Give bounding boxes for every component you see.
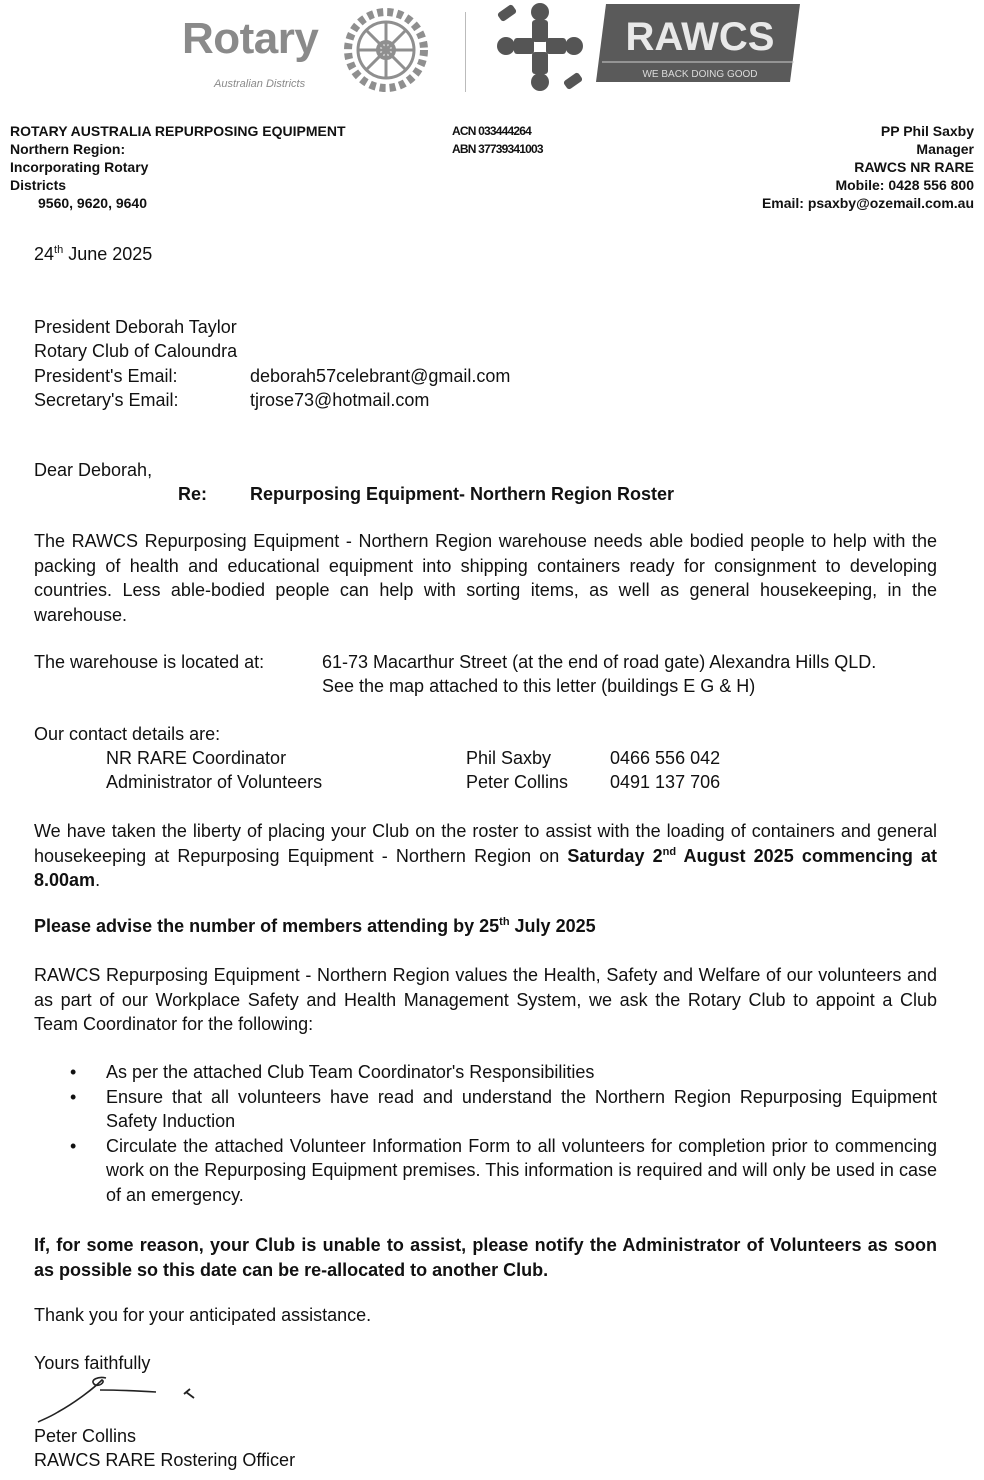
org-line: 9560, 9620, 9640 xyxy=(38,195,147,211)
location-map-note: See the map attached to this letter (buildings E G & H) xyxy=(322,676,756,696)
secretary-email: tjrose73@hotmail.com xyxy=(250,390,430,410)
contact-name: Phil Saxby xyxy=(466,748,552,768)
re-subject: Repurposing Equipment- Northern Region Roster xyxy=(250,484,675,504)
org-line: Northern Region: xyxy=(10,141,126,157)
roster-date: Saturday 2nd August 2025 commencing at 8.00am xyxy=(34,845,938,890)
company-numbers xyxy=(452,122,543,158)
whs-paragraph: RAWCS Repurposing Equipment - Northern Region values the Health, Safety and Welfare of our volunteers and as part of our Workplace Safety and Health Management System, we ask the Rotary Club to appoint a Club Team Coordinator for the following: xyxy=(34,965,937,1034)
rawcs-emblem-icon xyxy=(490,0,590,94)
org-line: Incorporating Rotary xyxy=(10,159,149,175)
org-line: ROTARY AUSTRALIA REPURPOSING EQUIPMENT xyxy=(10,123,346,139)
contact-line: Manager xyxy=(916,141,974,157)
rotary-wordmark: Rotary xyxy=(182,14,319,63)
closing: Yours faithfully xyxy=(34,1353,151,1373)
contact-phone: 0491 137 706 xyxy=(610,772,721,792)
list-item: • As per the attached Club Team Coordinator's Responsibilities xyxy=(34,1060,937,1085)
list-item: • Ensure that all volunteers have read and understand the Northern Region Repurposing Equipment Safety Induction xyxy=(34,1085,937,1134)
signer-name: Peter Collins xyxy=(34,1426,137,1446)
list-item: • Circulate the attached Volunteer Information Form to all volunteers for completion prior to commencing work on the Repurposing Equipment premises. This information is required and will only be used in case of an emergency. xyxy=(34,1134,937,1208)
unable-to-assist-notice: If, for some reason, your Club is unable to assist, please notify the Administrator of Volunteers as soon as possible so this date can be re-allocated to another Club. xyxy=(34,1235,937,1280)
rotary-subtitle: Australian Districts xyxy=(214,78,306,90)
president-email-label: President's Email: xyxy=(34,366,178,386)
abn-number: ABN 37739341003 xyxy=(452,142,543,156)
roster-paragraph: We have taken the liberty of placing your Club on the roster to assist with the loading of containers and general housekeeping at Repurposing Equipment - Northern Region on Saturday 2nd August 2025 commencing at 8.00am. xyxy=(34,821,938,890)
sender-contact-block xyxy=(762,122,974,212)
rawcs-wordmark: RAWCS xyxy=(625,15,775,59)
contact-line: RAWCS NR RARE xyxy=(854,159,974,175)
contact-name: Peter Collins xyxy=(466,772,569,792)
salutation: Dear Deborah, xyxy=(34,460,153,480)
signature xyxy=(36,1372,206,1424)
recipient-name: President Deborah Taylor xyxy=(34,317,237,337)
contact-line: PP Phil Saxby xyxy=(880,123,974,139)
logo-divider xyxy=(465,12,466,92)
president-email: deborah57celebrant@gmail.com xyxy=(250,366,511,386)
contact-role: NR RARE Coordinator xyxy=(106,748,287,768)
contact-line: Email: psaxby@ozemail.com.au xyxy=(761,195,974,211)
coordinator-duties-list xyxy=(34,1060,937,1207)
acn-number: ACN 033444264 xyxy=(452,124,531,138)
secretary-email-label: Secretary's Email: xyxy=(34,390,179,410)
location-label: The warehouse is located at: xyxy=(34,652,265,672)
contacts-intro: Our contact details are: xyxy=(34,724,221,744)
rotary-wheel-icon xyxy=(340,4,432,96)
location-address: 61-73 Macarthur Street (at the end of road gate) Alexandra Hills QLD. xyxy=(322,652,877,672)
contact-role: Administrator of Volunteers xyxy=(106,772,323,792)
contact-line: Mobile: 0428 556 800 xyxy=(835,177,974,193)
rawcs-tagline: WE BACK DOING GOOD xyxy=(642,69,758,80)
intro-paragraph: The RAWCS Repurposing Equipment - Northern Region warehouse needs able bodied people to help with the packing of health and educational equipment into shipping containers ready for consignment to developing countries. Less able-bodied people can help with sorting items, as well as general housekeeping, in the warehouse. xyxy=(34,531,937,625)
recipient-club: Rotary Club of Caloundra xyxy=(34,341,238,361)
rsvp-deadline: Please advise the number of members attending by 25th July 2025 xyxy=(34,916,596,936)
letter-date: 24th June 2025 xyxy=(34,244,153,264)
rawcs-logo xyxy=(596,4,800,82)
thanks-line: Thank you for your anticipated assistance. xyxy=(34,1305,372,1325)
org-line: Districts xyxy=(10,177,67,193)
contact-phone: 0466 556 042 xyxy=(610,748,721,768)
signer-title: RAWCS RARE Rostering Officer xyxy=(34,1450,296,1470)
organisation-block xyxy=(10,122,346,212)
re-label: Re: xyxy=(178,484,208,504)
